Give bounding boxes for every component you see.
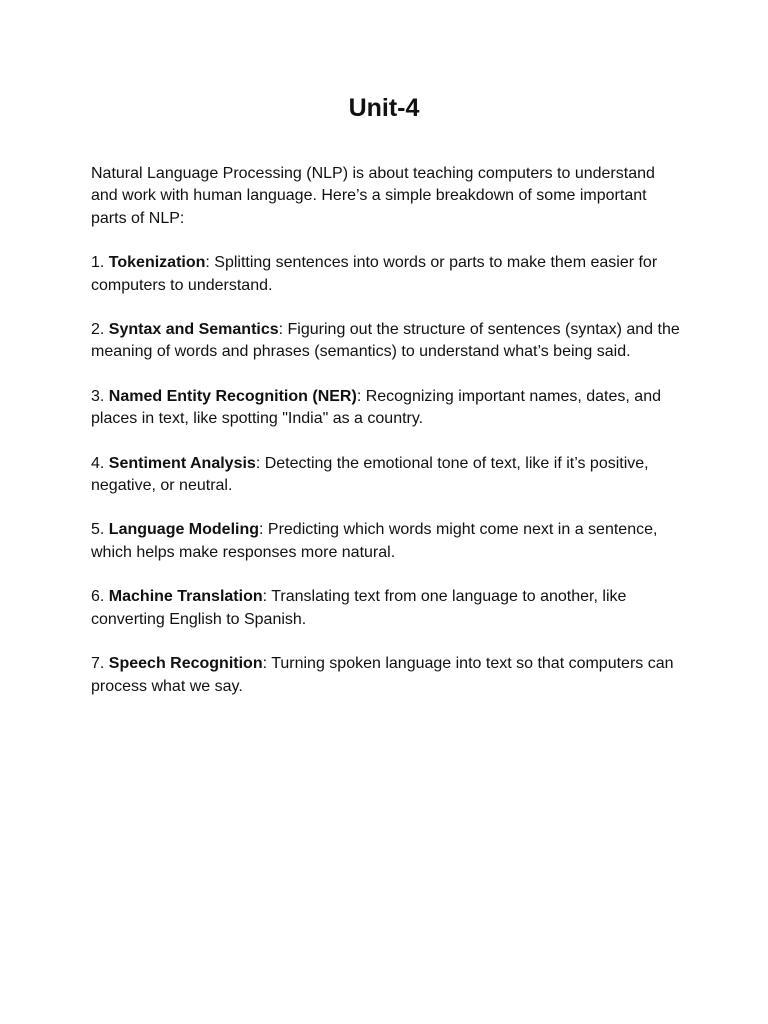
item-number: 5. xyxy=(91,521,105,539)
item-term: Speech Recognition xyxy=(108,655,263,673)
list-item xyxy=(91,586,686,631)
item-number: 7. xyxy=(91,655,105,673)
item-description: : Turning spoken language into text so that computers can process what we say. xyxy=(91,655,674,695)
item-term: Machine Translation xyxy=(108,588,263,606)
item-term: Tokenization xyxy=(108,254,206,272)
intro-paragraph: Natural Language Processing (NLP) is about teaching computers to understand and work with human language. Here’s a simple breakdown of some important parts of NLP: xyxy=(91,165,655,227)
list-item xyxy=(91,653,686,698)
list-item xyxy=(91,252,686,297)
page-title: Unit-4 xyxy=(348,94,420,122)
item-description: : Predicting which words might come next in a sentence, which helps make responses more natural. xyxy=(91,521,658,561)
item-number: 6. xyxy=(91,588,105,606)
list-item xyxy=(91,519,686,564)
item-term: Named Entity Recognition (NER) xyxy=(108,387,357,405)
item-term: Language Modeling xyxy=(108,521,260,539)
item-description: : Splitting sentences into words or parts to make them easier for computers to understand. xyxy=(91,254,658,294)
item-number: 4. xyxy=(91,454,105,472)
item-description: : Translating text from one language to another, like converting English to Spanish. xyxy=(91,588,627,628)
item-description: : Figuring out the structure of sentences (syntax) and the meaning of words and phrases (semantics) to understand what’s being said. xyxy=(91,321,680,361)
item-number: 1. xyxy=(91,254,105,272)
item-number: 3. xyxy=(91,387,105,405)
list-item xyxy=(91,319,686,364)
item-term: Syntax and Semantics xyxy=(108,321,279,339)
list-item xyxy=(91,386,686,431)
item-description: : Recognizing important names, dates, and places in text, like spotting "India" as a country. xyxy=(91,387,661,428)
list-item xyxy=(91,453,686,498)
item-description: : Detecting the emotional tone of text, like if it’s positive, negative, or neutral. xyxy=(91,454,649,495)
document-body xyxy=(91,163,686,720)
item-number: 2. xyxy=(91,321,105,339)
item-term: Sentiment Analysis xyxy=(108,454,256,472)
